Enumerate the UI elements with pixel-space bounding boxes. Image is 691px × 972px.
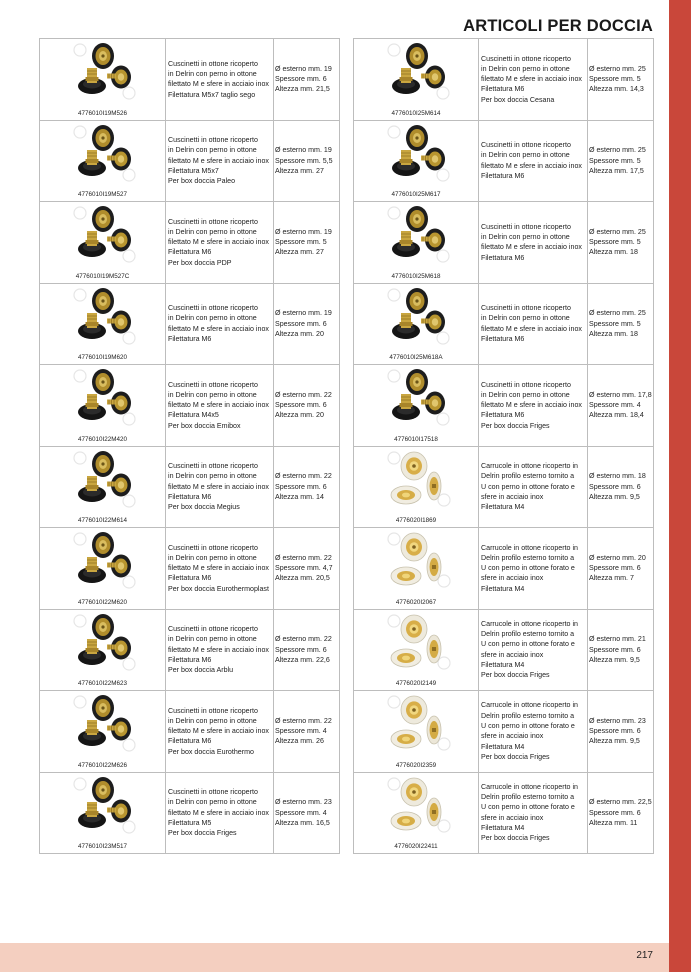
product-code: 4776010I19M620 [77, 354, 128, 361]
bearing-photo [384, 286, 454, 348]
product-row [40, 691, 340, 773]
product-row [40, 202, 340, 284]
bearing-photo [70, 123, 140, 185]
product-dimensions: Ø esterno mm. 22 Spessore mm. 6 Altezza mm. 14 [274, 446, 340, 528]
product-dimensions: Ø esterno mm. 25 Spessore mm. 5 Altezza mm. 18 [588, 202, 654, 284]
product-dimensions: Ø esterno mm. 19 Spessore mm. 6 Altezza mm. 21,5 [274, 39, 340, 121]
product-row [40, 365, 340, 447]
bearing-photo [70, 286, 140, 348]
product-dimensions: Ø esterno mm. 25 Spessore mm. 5 Altezza mm. 18 [588, 283, 654, 365]
bearing-photo [70, 530, 140, 592]
product-description: Cuscinetti in ottone ricoperto in Delrin con perno in ottone filettato M e sfere in acciaio inox Filettatura M6 Per box doccia Eurothermoplast [166, 528, 274, 610]
product-dimensions: Ø esterno mm. 19 Spessore mm. 5 Altezza mm. 27 [274, 202, 340, 284]
product-row [40, 772, 340, 854]
product-description: Carrucole in ottone ricoperto in Delrin profilo esterno tornito a U con perno in ottone forato e sfere in acciaio inox Filettatura M4 Per box doccia Friges [479, 609, 588, 691]
bearing-photo [384, 204, 454, 266]
product-code: 4776010I22M626 [77, 761, 128, 769]
product-image-cell [40, 691, 166, 773]
product-image-cell [40, 528, 166, 610]
product-image-cell [354, 39, 479, 121]
product-description: Cuscinetti in ottone ricoperto in Delrin con perno in ottone filettato M e sfere in acciaio inox Filettatura M6 [479, 202, 588, 284]
product-row [40, 446, 340, 528]
product-table-left [39, 38, 340, 854]
pulley-photo [384, 612, 454, 674]
pulley-photo [384, 449, 454, 511]
product-image-cell [354, 691, 479, 773]
product-code: 4776010I25M614 [391, 109, 441, 117]
product-row [40, 39, 340, 121]
product-dimensions: Ø esterno mm. 22,5 Spessore mm. 6 Altezza mm. 11 [588, 772, 654, 854]
product-dimensions: Ø esterno mm. 25 Spessore mm. 5 Altezza mm. 14,3 [588, 39, 654, 121]
pulley-photo [384, 530, 454, 592]
product-description: Carrucole in ottone ricoperto in Delrin profilo esterno tornito a U con perno in ottone forato e sfere in acciaio inox Filettatura M4 Per box doccia Friges [479, 772, 588, 854]
product-image-cell [40, 202, 166, 284]
product-description: Cuscinetti in ottone ricoperto in Delrin con perno in ottone filettato M e sfere in acciaio inox Filettatura M6 [166, 283, 274, 365]
product-image-cell [354, 772, 479, 854]
product-code: 4776010I22M614 [77, 517, 128, 524]
product-code: 4776010I25M618 [391, 272, 441, 280]
product-image-cell [40, 39, 166, 121]
product-table-right [353, 38, 654, 854]
product-description: Cuscinetti in ottone ricoperto in Delrin con perno in ottone filettato M e sfere in acciaio inox Filettatura M6 Per box doccia Megius [166, 446, 274, 528]
product-image-cell [354, 283, 479, 365]
product-dimensions: Ø esterno mm. 19 Spessore mm. 5,5 Altezza mm. 27 [274, 120, 340, 202]
product-dimensions: Ø esterno mm. 23 Spessore mm. 4 Altezza mm. 16,5 [274, 772, 340, 854]
product-row [354, 283, 654, 365]
bearing-photo [70, 204, 140, 266]
product-description: Cuscinetti in ottone ricoperto in Delrin con perno in ottone filettato M e sfere in acciaio inox Filettatura M6 [479, 120, 588, 202]
product-description: Cuscinetti in ottone ricoperto in Delrin con perno in ottone filettato M e sfere in acciaio inox Filettatura M6 Per box doccia Cesana [479, 39, 588, 121]
product-row [354, 772, 654, 854]
product-row [354, 120, 654, 202]
product-code: 4776020I2359 [395, 761, 437, 769]
page-title: ARTICOLI PER DOCCIA [463, 17, 653, 35]
product-dimensions: Ø esterno mm. 18 Spessore mm. 6 Altezza mm. 9,5 [588, 446, 654, 528]
product-row [40, 283, 340, 365]
product-description: Carrucole in ottone ricoperto in Delrin profilo esterno tornito a U con perno in ottone forato e sfere in acciaio inox Filettatura M4 [479, 528, 588, 610]
product-row [354, 446, 654, 528]
product-code: 4776010I22M420 [77, 435, 128, 443]
product-dimensions: Ø esterno mm. 25 Spessore mm. 5 Altezza mm. 17,5 [588, 120, 654, 202]
product-row [354, 528, 654, 610]
page-number: 217 [636, 950, 653, 961]
product-row [354, 202, 654, 284]
product-image-cell [40, 365, 166, 447]
product-row [354, 365, 654, 447]
product-row [40, 120, 340, 202]
product-code: 4776010I17518 [394, 435, 438, 443]
product-code: 4776010I25M618A [389, 354, 443, 361]
product-code: 4776020I1869 [395, 517, 437, 524]
bearing-photo [70, 693, 140, 755]
product-code: 4776010I19M527 [77, 191, 128, 198]
product-code: 4776010I22M620 [77, 598, 128, 606]
product-description: Cuscinetti in ottone ricoperto in Delrin con perno in ottone filettato M e sfere in acciaio inox Filettatura M6 [479, 283, 588, 365]
product-image-cell [40, 609, 166, 691]
bearing-photo [70, 775, 140, 837]
product-image-cell [40, 446, 166, 528]
product-description: Cuscinetti in ottone ricoperto in Delrin con perno in ottone filettato M e sfere in acciaio inox Filettatura M5x7 taglio sego [166, 39, 274, 121]
product-image-cell [354, 446, 479, 528]
product-code: 4776010I19M526 [77, 109, 128, 117]
product-code: 4776010I25M617 [391, 191, 441, 198]
product-image-cell [354, 609, 479, 691]
bearing-photo [384, 123, 454, 185]
product-description: Cuscinetti in ottone ricoperto in Delrin con perno in ottone filettato M e sfere in acciaio inox Filettatura M6 Per box doccia PDP [166, 202, 274, 284]
product-dimensions: Ø esterno mm. 22 Spessore mm. 6 Altezza mm. 22,6 [274, 609, 340, 691]
product-row [40, 609, 340, 691]
bearing-photo [70, 367, 140, 429]
bearing-photo [384, 367, 454, 429]
product-dimensions: Ø esterno mm. 21 Spessore mm. 6 Altezza mm. 9,5 [588, 609, 654, 691]
product-code: 4776020I2067 [395, 598, 437, 606]
product-row [354, 691, 654, 773]
product-dimensions: Ø esterno mm. 23 Spessore mm. 6 Altezza mm. 9,5 [588, 691, 654, 773]
product-row [354, 39, 654, 121]
footer-band [0, 943, 669, 972]
product-description: Cuscinetti in ottone ricoperto in Delrin con perno in ottone filettato M e sfere in acciaio inox Filettatura M6 Per box doccia Friges [479, 365, 588, 447]
product-dimensions: Ø esterno mm. 22 Spessore mm. 6 Altezza mm. 20 [274, 365, 340, 447]
product-row [40, 528, 340, 610]
product-dimensions: Ø esterno mm. 20 Spessore mm. 6 Altezza mm. 7 [588, 528, 654, 610]
product-dimensions: Ø esterno mm. 22 Spessore mm. 4 Altezza mm. 26 [274, 691, 340, 773]
product-description: Cuscinetti in ottone ricoperto in Delrin con perno in ottone filettato M e sfere in acciaio inox Filettatura M4x5 Per box doccia Emibox [166, 365, 274, 447]
product-image-cell [354, 202, 479, 284]
product-image-cell [354, 528, 479, 610]
product-description: Cuscinetti in ottone ricoperto in Delrin con perno in ottone filettato M e sfere in acciaio inox Filettatura M5 Per box doccia Friges [166, 772, 274, 854]
bearing-photo [384, 41, 454, 103]
bearing-photo [70, 41, 140, 103]
product-code: 4776020I2149 [395, 680, 437, 687]
product-image-cell [40, 772, 166, 854]
pulley-photo [384, 775, 454, 837]
bearing-photo [70, 449, 140, 511]
product-image-cell [40, 120, 166, 202]
product-image-cell [354, 365, 479, 447]
product-description: Cuscinetti in ottone ricoperto in Delrin con perno in ottone filettato M e sfere in acciaio inox Filettatura M6 Per box doccia Eurothermo [166, 691, 274, 773]
product-code: 4776010I19M527C [75, 272, 130, 280]
product-description: Carrucole in ottone ricoperto in Delrin profilo esterno tornito a U con perno in ottone forato e sfere in acciaio inox Filettatura M4 [479, 446, 588, 528]
product-description: Carrucole in ottone ricoperto in Delrin profilo esterno tornito a U con perno in ottone forato e sfere in acciaio inox Filettatura M4 Per box doccia Friges [479, 691, 588, 773]
product-dimensions: Ø esterno mm. 22 Spessore mm. 4,7 Altezza mm. 20,5 [274, 528, 340, 610]
product-code: 4776020I22411 [394, 843, 438, 850]
product-dimensions: Ø esterno mm. 17,8 Spessore mm. 4 Altezza mm. 18,4 [588, 365, 654, 447]
pulley-photo [384, 693, 454, 755]
product-dimensions: Ø esterno mm. 19 Spessore mm. 6 Altezza mm. 20 [274, 283, 340, 365]
product-code: 4776010I22M623 [77, 680, 128, 687]
product-image-cell [40, 283, 166, 365]
product-image-cell [354, 120, 479, 202]
accent-side-bar [669, 0, 691, 972]
product-description: Cuscinetti in ottone ricoperto in Delrin con perno in ottone filettato M e sfere in acciaio inox Filettatura M5x7 Per box doccia Paleo [166, 120, 274, 202]
product-description: Cuscinetti in ottone ricoperto in Delrin con perno in ottone filettato M e sfere in acciaio inox Filettatura M6 Per box doccia Arblu [166, 609, 274, 691]
bearing-photo [70, 612, 140, 674]
product-row [354, 609, 654, 691]
product-code: 4776010I23M517 [77, 843, 128, 850]
